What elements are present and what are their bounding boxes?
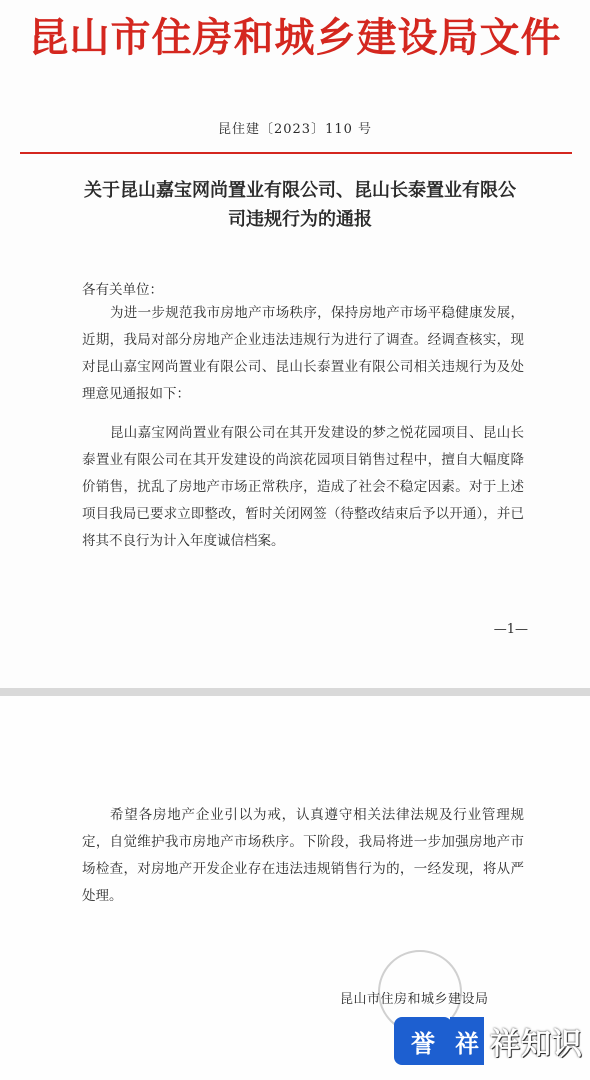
logo-mark-icon-2: 祥 xyxy=(450,1017,484,1065)
document-header-title: 昆山市住房和城乡建设局文件 xyxy=(28,15,562,61)
red-divider-line xyxy=(20,152,572,154)
page-number: —1— xyxy=(493,622,528,637)
body-paragraph-3: 希望各房地产企业引以为戒，认真遵守相关法律法规及行业管理规定，自觉维护我市房地产市场秩序。下阶段，我局将进一步加强房地产市场检查，对房地产开发企业存在违法违规销售行为的，一经发现，将从严处理。 xyxy=(82,807,524,904)
document-number: 昆住建〔2023〕110 号 xyxy=(217,122,373,137)
body-paragraph-2: 昆山嘉宝网尚置业有限公司在其开发建设的梦之悦花园项目、昆山长泰置业有限公司在其开发建设的尚滨花园项目销售过程中，擅自大幅度降价销售，扰乱了房地产市场正常秩序，造成了社会不稳定因素。对于上述项目我局已要求立即整改，暂时关闭网签（待整改结束后予以开通），并已将其不良行为计入年度诚信档案。 xyxy=(82,425,524,549)
signature-issuer: 昆山市住房和城乡建设局 xyxy=(340,992,489,1007)
logo-mark-icon: 誉 xyxy=(394,1017,452,1065)
page-divider xyxy=(0,688,590,696)
body-paragraph-1: 为进一步规范我市房地产市场秩序，保持房地产市场平稳健康发展，近期，我局对部分房地产企业违法违规行为进行了调查。经调查核实，现对昆山嘉宝网尚置业有限公司、昆山长泰置业有限公司相关违规行为及处理意见通报如下： xyxy=(82,305,524,402)
document-subject: 关于昆山嘉宝网尚置业有限公司、昆山长泰置业有限公司违规行为的通报 xyxy=(84,180,516,230)
logo-text: 祥知识 xyxy=(490,1027,583,1062)
salutation: 各有关单位： xyxy=(82,282,163,298)
watermark-logo xyxy=(394,1016,583,1066)
